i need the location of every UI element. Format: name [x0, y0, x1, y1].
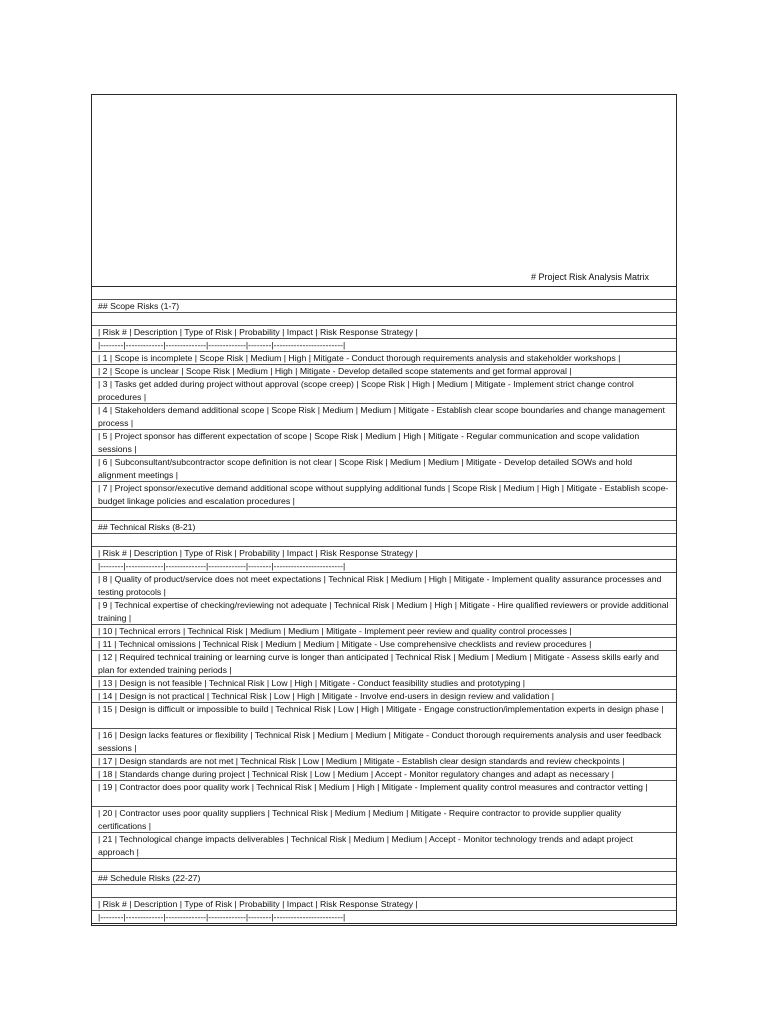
table-row-text: | 19 | Contractor does poor quality work | Technical Risk | Medium | High | Mitigate - Implement quality control measures and contractor vetting | — [98, 782, 648, 792]
section-heading-text: ## Technical Risks (8-21) — [98, 522, 196, 532]
table-row-text: | 11 | Technical omissions | Technical Risk | Medium | Medium | Mitigate - Use comprehensive checklists and review procedures | — [98, 639, 592, 649]
table-row-text: | 3 | Tasks get added during project without approval (scope creep) | Scope Risk | High | Medium | Mitigate - Implement strict change control procedures | — [98, 379, 634, 402]
table-row-cell — [92, 599, 676, 625]
table-row-text: | 12 | Required technical training or learning curve is longer than anticipated | Technical Risk | Medium | Medium | Mitigate - Assess skills early and plan for extended training periods | — [98, 652, 659, 675]
table-separator-text: |--------|-------------|--------------|-------------|--------|------------------------| — [98, 340, 346, 350]
table-row-text: | 16 | Design lacks features or flexibility | Technical Risk | Medium | Medium | Mitigate - Conduct thorough requirements analysis and user feedback sessions | — [98, 730, 662, 753]
table-separator-cell — [92, 339, 676, 352]
table-header-cell — [92, 898, 676, 911]
blank-cell — [92, 885, 676, 898]
table-row-cell — [92, 677, 676, 690]
table-separator-text: |--------|-------------|--------------|-------------|--------|------------------------| — [98, 912, 346, 922]
table-row-text: | 10 | Technical errors | Technical Risk | Medium | Medium | Mitigate - Implement peer review and quality control processes | — [98, 626, 572, 636]
blank-cell — [92, 313, 676, 326]
table-row-text: | 18 | Standards change during project | Technical Risk | Low | Medium | Accept - Monitor regulatory changes and adapt as necessary | — [98, 769, 614, 779]
table-row-text: | 13 | Design is not feasible | Technical Risk | Low | High | Mitigate - Conduct feasibility studies and prototyping | — [98, 678, 526, 688]
table-row-text: | 2 | Scope is unclear | Scope Risk | Medium | High | Mitigate - Develop detailed scope statements and get formal approval | — [98, 366, 572, 376]
table-row-cell — [92, 352, 676, 365]
table-row-text: | 9 | Technical expertise of checking/reviewing not adequate | Technical Risk | Medium | High | Mitigate - Hire qualified reviewers or provide additional training | — [98, 600, 669, 623]
table-row-cell — [92, 482, 676, 508]
blank-cell — [92, 859, 676, 872]
blank-cell — [92, 508, 676, 521]
table-row-cell — [92, 456, 676, 482]
table-row-cell — [92, 430, 676, 456]
blank-cell — [92, 287, 676, 300]
table-header-cell — [92, 547, 676, 560]
table-row-cell — [92, 807, 676, 833]
table-row-text: | 5 | Project sponsor has different expectation of scope | Scope Risk | Medium | High | Mitigate - Regular communication and scope validation sessions | — [98, 431, 640, 454]
document-title: # Project Risk Analysis Matrix — [530, 272, 649, 282]
table-row-cell — [92, 365, 676, 378]
section-heading-cell — [92, 521, 676, 534]
table-separator-text: |--------|-------------|--------------|-------------|--------|------------------------| — [98, 561, 346, 571]
table-row-cell — [92, 755, 676, 768]
table-row-cell — [92, 703, 676, 729]
table-row-cell — [92, 378, 676, 404]
blank-cell — [92, 534, 676, 547]
table-row-text: | 17 | Design standards are not met | Technical Risk | Low | Medium | Mitigate - Establish clear design standards and review checkpoints | — [98, 756, 625, 766]
spreadsheet-page — [91, 94, 677, 926]
table-header-cell — [92, 326, 676, 339]
table-row-cell — [92, 729, 676, 755]
table-row-cell — [92, 625, 676, 638]
row-list — [92, 287, 676, 924]
table-row-text: | 7 | Project sponsor/executive demand additional scope without supplying additional funds | Scope Risk | Medium | High | Mitigate - Establish scope-budget linkage policies and escalation procedures | — [98, 483, 669, 506]
table-separator-cell — [92, 560, 676, 573]
table-row-text: | 14 | Design is not practical | Technical Risk | Low | High | Mitigate - Involve end-users in design review and validation | — [98, 691, 555, 701]
table-header-text: | Risk # | Description | Type of Risk | Probability | Impact | Risk Response Strategy | — [98, 327, 418, 337]
table-row-cell — [92, 404, 676, 430]
table-row-cell — [92, 781, 676, 807]
table-row-cell — [92, 638, 676, 651]
table-row-cell — [92, 768, 676, 781]
table-row-text: | 15 | Design is difficult or impossible to build | Technical Risk | Low | High | Mitigate - Engage construction/implementation experts in design phase | — [98, 704, 664, 714]
table-row-cell — [92, 690, 676, 703]
section-heading-text: ## Schedule Risks (22-27) — [98, 873, 201, 883]
table-separator-cell — [92, 911, 676, 924]
table-row-text: | 4 | Stakeholders demand additional scope | Scope Risk | Medium | Medium | Mitigate - Establish clear scope boundaries and change management process | — [98, 405, 665, 428]
table-header-text: | Risk # | Description | Type of Risk | Probability | Impact | Risk Response Strategy | — [98, 548, 418, 558]
section-heading-text: ## Scope Risks (1-7) — [98, 301, 180, 311]
table-row-cell — [92, 651, 676, 677]
table-row-cell — [92, 573, 676, 599]
table-row-text: | 21 | Technological change impacts deliverables | Technical Risk | Medium | Medium | Accept - Monitor technology trends and adapt project approach | — [98, 834, 633, 857]
section-heading-cell — [92, 300, 676, 313]
title-cell — [92, 95, 676, 287]
table-header-text: | Risk # | Description | Type of Risk | Probability | Impact | Risk Response Strategy | — [98, 899, 418, 909]
table-row-text: | 1 | Scope is incomplete | Scope Risk | Medium | High | Mitigate - Conduct thorough requirements analysis and stakeholder workshops | — [98, 353, 621, 363]
table-row-cell — [92, 833, 676, 859]
table-row-text: | 6 | Subconsultant/subcontractor scope definition is not clear | Scope Risk | Medium | Medium | Mitigate - Develop detailed SOWs and hold alignment meetings | — [98, 457, 633, 480]
section-heading-cell — [92, 872, 676, 885]
table-row-text: | 20 | Contractor uses poor quality suppliers | Technical Risk | Medium | Medium | Mitigate - Require contractor to provide supplier quality certifications | — [98, 808, 622, 831]
table-row-text: | 8 | Quality of product/service does not meet expectations | Technical Risk | Medium | High | Mitigate - Implement quality assurance processes and testing protocols | — [98, 574, 662, 597]
